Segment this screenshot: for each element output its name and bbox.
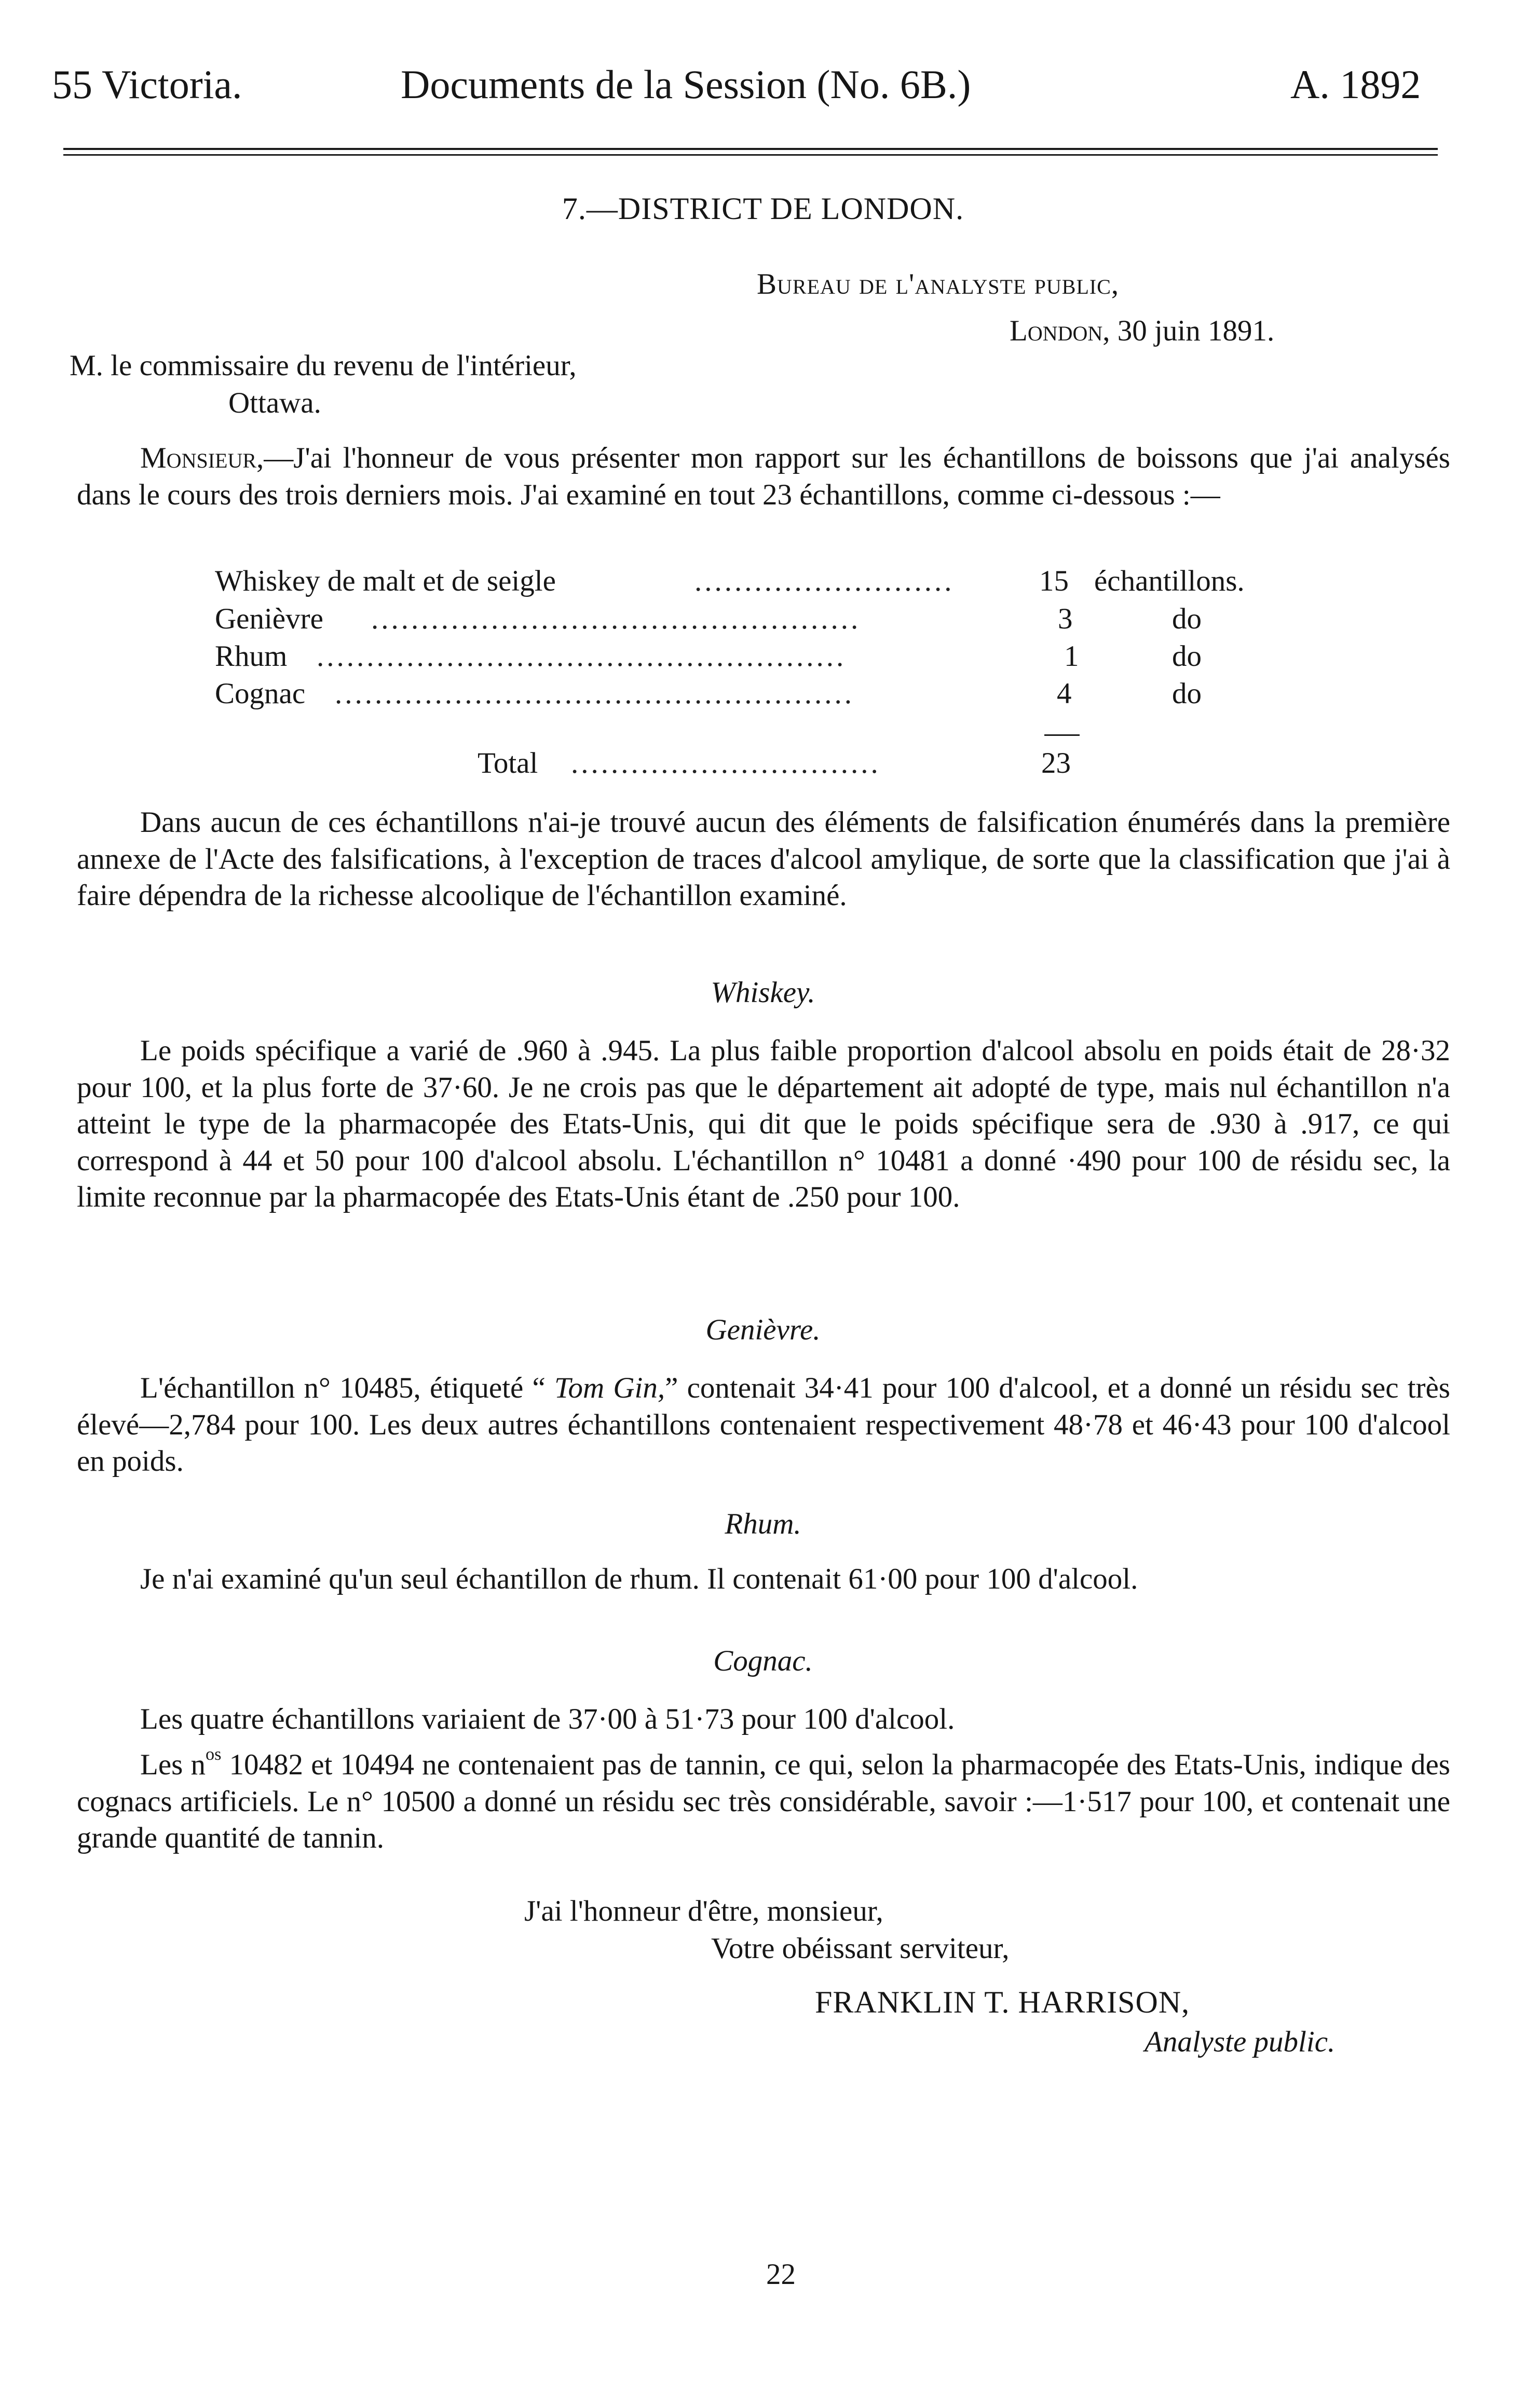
sample-unit-2: do [1172, 640, 1202, 673]
heading-cognac: Cognac. [713, 1645, 813, 1677]
dot-leader: ................................................. [371, 603, 861, 635]
signature-name: FRANKLIN T. HARRISON, [815, 1985, 1190, 2019]
paragraph-genievre [77, 1370, 1450, 1480]
paragraph-cognac-2-text: 10482 et 10494 ne contenaient pas de tannin, ce qui, selon la pharmacopée des Etats-Unis, indique des cognacs artificiels. Le n° 10500 a donné un résidu sec très considérable, savoir :—1·517 pour 100, et contenait une grande quantité de tannin. [77, 1748, 1450, 1855]
sample-unit-0: échantillons. [1094, 565, 1245, 597]
paragraph-rhum-text: Je n'ai examiné qu'un seul échantillon de rhum. Il contenait 61·00 pour 100 d'alcool. [140, 1563, 1138, 1595]
sample-name-1: Genièvre [215, 603, 323, 635]
genievre-text-end: ” contenait 34·41 pour 100 d'alcool, et a donné un résidu sec très élevé—2,784 pour 100. Les deux autres échantillons contenaient respectivement 48·78 et 46·43 pour 100 d'alcool en poids. [77, 1372, 1450, 1477]
letter-date: 30 juin 1891. [1117, 314, 1275, 347]
cognac-numbers-prefix: Les n [140, 1748, 206, 1782]
paragraph-whiskey [77, 1033, 1450, 1216]
paragraph-cognac-1 [77, 1701, 1450, 1738]
salutation: Monsieur, [140, 442, 264, 474]
dot-leader: .......................... [694, 565, 955, 597]
section-title: 7.—DISTRICT DE LONDON. [562, 191, 964, 226]
genievre-text-start: L'échantillon n° 10485, étiqueté “ [140, 1372, 555, 1404]
sample-unit-1: do [1172, 603, 1202, 635]
heading-whiskey: Whiskey. [711, 976, 815, 1009]
intro-paragraph [77, 440, 1450, 513]
paragraph-cognac-2 [77, 1736, 1450, 1857]
intro-text: —J'ai l'honneur de vous présenter mon rapport sur les échantillons de boissons que j'ai analysés dans le cours des trois derniers mois. J'ai examiné en tout 23 échantillons, comme ci-dessous :— [77, 442, 1450, 511]
dot-leader: ..................................................... [317, 640, 847, 673]
addressee-line2: Ottawa. [228, 387, 321, 419]
place-date-line [1010, 314, 1274, 348]
header-title: Documents de la Session (No. 6B.) [401, 62, 971, 107]
header-rule-top [63, 148, 1438, 150]
page-number: 22 [766, 2258, 796, 2291]
dot-leader: .................................................... [335, 677, 854, 710]
signature-role: Analyste public. [1144, 2026, 1336, 2058]
sample-count-1: 3 [1058, 603, 1073, 635]
gin-label: Tom Gin, [554, 1372, 665, 1404]
heading-genievre: Genièvre. [705, 1314, 821, 1346]
sample-unit-3: do [1172, 677, 1202, 710]
cognac-numbers-sup: os [205, 1745, 222, 1764]
dot-leader: ............................... [571, 747, 881, 779]
paragraph-general-text: Dans aucun de ces échantillons n'ai-je trouvé aucun des éléments de falsification énumérés dans la première annexe de l'Acte des falsifications, à l'exception de traces d'alcool amylique, de sorte que la classification que j'ai à faire dépendra de la richesse alcoolique de l'échantillon examiné. [77, 806, 1450, 912]
office-line: Bureau de l'analyste public, [757, 268, 1120, 300]
header-rule-bottom [63, 154, 1438, 156]
sample-name-0: Whiskey de malt et de seigle [215, 565, 556, 597]
heading-rhum: Rhum. [725, 1508, 801, 1540]
paragraph-cognac-1-text: Les quatre échantillons variaient de 37·00 à 51·73 pour 100 d'alcool. [140, 1703, 955, 1735]
total-value: 23 [1041, 747, 1071, 779]
paragraph-whiskey-text: Le poids spécifique a varié de .960 à .945. La plus faible proportion d'alcool absolu en poids était de 28·32 pour 100, et la plus forte de 37·60. Je ne crois pas que le département ait adopté de type, mais nul échantillon n'a atteint le type de la pharmacopée des Etats-Unis, qui dit que le poids spécifique sera de .930 à .917, ce qui correspond à 44 et 50 pour 100 d'alcool absolu. L'échantillon n° 10481 a donné ·490 pour 100 de résidu sec, la limite reconnue par la pharmacopée des Etats-Unis étant de .250 pour 100. [77, 1034, 1450, 1213]
header-volume: 55 Victoria. [52, 62, 242, 107]
total-label: Total [478, 747, 538, 779]
closing-line1: J'ai l'honneur d'être, monsieur, [524, 1895, 883, 1927]
paragraph-general [77, 804, 1450, 914]
sample-count-2: 1 [1064, 640, 1079, 673]
paragraph-rhum [77, 1561, 1450, 1598]
total-rule [1044, 734, 1080, 736]
addressee-line1: M. le commissaire du revenu de l'intérieur, [70, 349, 577, 382]
sample-count-3: 4 [1057, 677, 1072, 710]
sample-name-3: Cognac [215, 677, 306, 710]
sample-count-0: 15 [1039, 565, 1069, 597]
place-name: London, [1010, 314, 1110, 347]
header-year: A. 1892 [1290, 62, 1421, 107]
sample-name-2: Rhum [215, 640, 288, 673]
closing-line2: Votre obéissant serviteur, [711, 1932, 1010, 1965]
